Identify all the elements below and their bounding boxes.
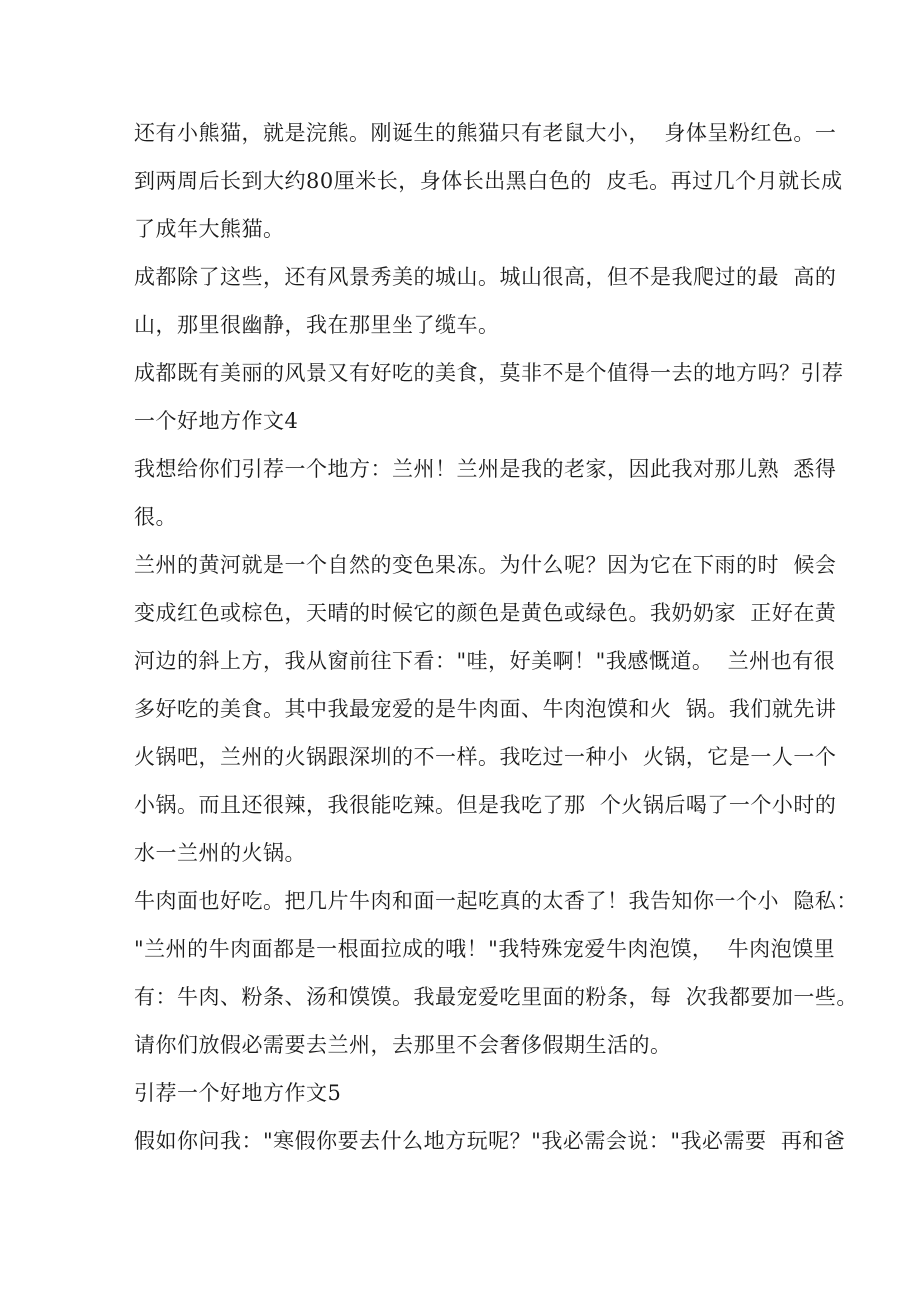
text-line: 我想给你们引荐一个地方：兰州！兰州是我的老家，因此我对那儿熟 悉得 [134,457,837,481]
text-line: 河边的斜上方，我从窗前往下看："哇，好美啊！"我感慨道。 兰州也有很 [134,649,836,673]
text-line: 请你们放假必需要去兰州，去那里不会奢侈假期生活的。 [134,1033,672,1057]
text-line: 成都既有美丽的风景又有好吃的美食，莫非不是个值得一去的地方吗？引荐 [134,361,844,385]
text-line: 还有小熊猫，就是浣熊。刚诞生的熊猫只有老鼠大小， 身体呈粉红色。一 [134,121,837,145]
text-line: 成都除了这些，还有风景秀美的城山。城山很高，但不是我爬过的最 高的 [134,265,837,289]
text-line: 假如你问我："寒假你要去什么地方玩呢？"我必需会说："我必需要 再和爸 [134,1129,846,1153]
text-line: 多好吃的美食。其中我最宠爱的是牛肉面、牛肉泡馍和火 锅。我们就先讲 [134,697,837,721]
text-line: 兰州的黄河就是一个自然的变色果冻。为什么呢？因为它在下雨的时 候会 [134,553,837,577]
text-line: 火锅吧，兰州的火锅跟深圳的不一样。我吃过一种小 火锅，它是一人一个 [134,745,837,769]
text-line: 有：牛肉、粉条、汤和馍馍。我最宠爱吃里面的粉条，每 次我都要加一些。 [134,985,858,1009]
text-line: 很。 [134,505,177,529]
text-line: 变成红色或棕色，天晴的时候它的颜色是黄色或绿色。我奶奶家 正好在黄 [134,601,837,625]
section-heading: 一个好地方作文4 [134,409,299,433]
text-line: 了成年大熊猫。 [134,217,285,241]
text-line: 小锅。而且还很辣，我很能吃辣。但是我吃了那 个火锅后喝了一个小时的 [134,793,837,817]
text-line: 到两周后长到大约80厘米长，身体长出黑白色的 皮毛。再过几个月就长成 [134,169,843,193]
section-heading: 引荐一个好地方作文5 [134,1081,342,1105]
text-line: 水一兰州的火锅。 [134,841,306,865]
text-line: 牛肉面也好吃。把几片牛肉和面一起吃真的太香了！我告知你一个小 隐私： [134,889,858,913]
text-line: "兰州的牛肉面都是一根面拉成的哦！"我特殊宠爱牛肉泡馍， 牛肉泡馍里 [134,937,836,961]
text-line: 山，那里很幽静，我在那里坐了缆车。 [134,313,500,337]
